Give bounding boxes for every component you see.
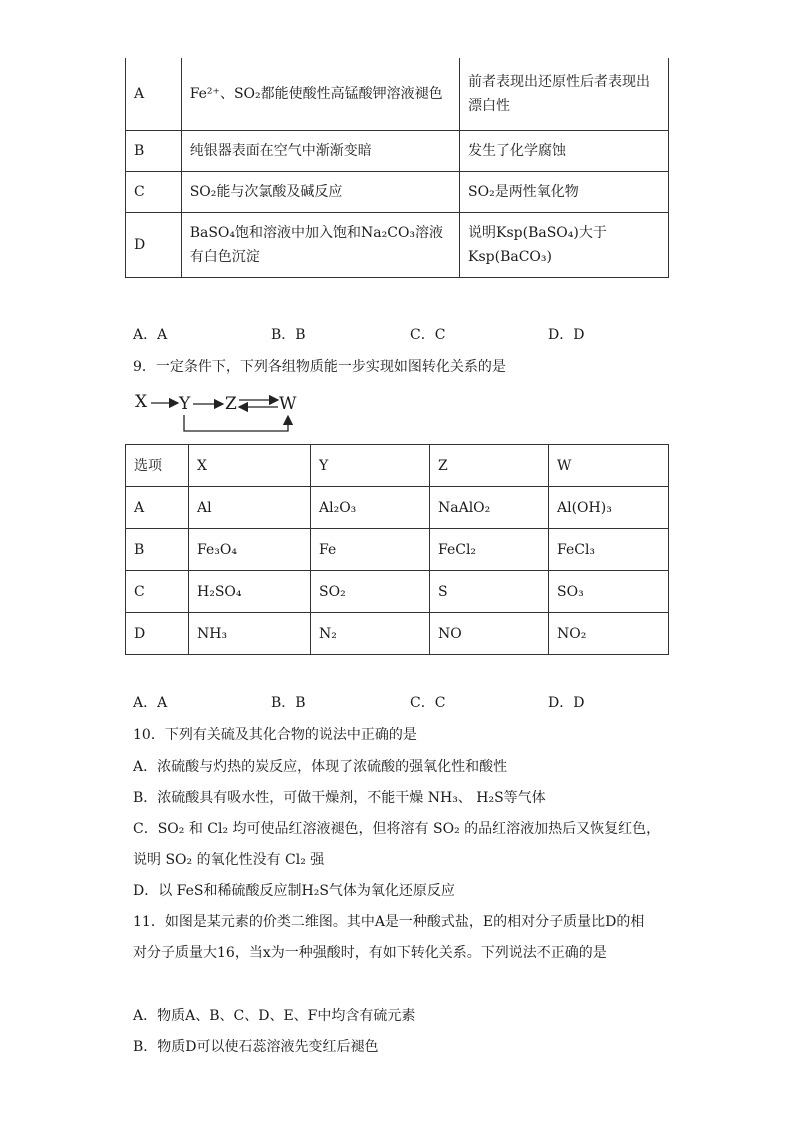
q10-option-a[interactable]: A．浓硫酸与灼热的炭反应，体现了浓硫酸的强氧化性和酸性 (133, 759, 508, 775)
row-statement: SO₂能与次氯酸及碱反应 (181, 172, 459, 213)
node-y: Y (179, 394, 191, 414)
table-row (126, 131, 669, 172)
q8-options (133, 324, 693, 348)
header-cell: Y (311, 445, 430, 487)
row-label: A (126, 58, 182, 131)
table-row (126, 172, 669, 213)
row-label: D (126, 213, 182, 278)
table-cell: NH₃ (189, 613, 311, 655)
table-row (126, 213, 669, 278)
row-explanation: SO₂是两性氧化物 (460, 172, 669, 213)
option-a[interactable]: A．A (133, 695, 168, 711)
table-row (126, 487, 669, 529)
q10-option-c-cont: 说明 SO₂ 的氧化性没有 Cl₂ 强 (133, 852, 325, 868)
option-b[interactable]: B．B (271, 695, 306, 711)
option-d[interactable]: D．D (548, 327, 585, 343)
row-statement: BaSO₄饱和溶液中加入饱和Na₂CO₃溶液有白色沉淀 (181, 213, 459, 278)
table-cell: NO (430, 613, 549, 655)
q10-stem: 10．下列有关硫及其化合物的说法中正确的是 (133, 727, 417, 743)
table-cell: C (126, 571, 189, 613)
row-statement: 纯银器表面在空气中渐渐变暗 (181, 131, 459, 172)
option-c[interactable]: C．C (410, 327, 446, 343)
table-cell: Al(OH)₃ (549, 487, 669, 529)
q8-table (125, 58, 669, 278)
q11-stem-line1: 11．如图是某元素的价类二维图。其中A是一种酸式盐，E的相对分子质量比D的相 (133, 914, 645, 930)
q11-stem-line2: 对分子质量大16，当x为一种强酸时，有如下转化关系。下列说法不正确的是 (133, 945, 607, 961)
q10-option-b[interactable]: B．浓硫酸具有吸水性，可做干燥剂，不能干燥 NH₃、 H₂S等气体 (133, 790, 546, 806)
row-explanation: 前者表现出还原性后者表现出漂白性 (460, 58, 669, 131)
conversion-diagram (133, 388, 303, 438)
option-a[interactable]: A．A (133, 327, 168, 343)
diagram-arrows (133, 388, 303, 438)
q11-option-b[interactable]: B．物质D可以使石蕊溶液先变红后褪色 (133, 1039, 379, 1055)
table-cell: Fe (311, 529, 430, 571)
table-cell: D (126, 613, 189, 655)
node-w: W (279, 394, 297, 414)
table-cell: SO₂ (311, 571, 430, 613)
row-label: C (126, 172, 182, 213)
node-x: X (135, 392, 148, 412)
table-header (126, 445, 669, 487)
table-cell: A (126, 487, 189, 529)
q10-option-c[interactable]: C．SO₂ 和 Cl₂ 均可使品红溶液褪色，但将溶有 SO₂ 的品红溶液加热后又恢复红色， (133, 821, 661, 837)
table-cell: FeCl₂ (430, 529, 549, 571)
header-cell: Z (430, 445, 549, 487)
option-c[interactable]: C．C (410, 695, 446, 711)
row-explanation: 发生了化学腐蚀 (460, 131, 669, 172)
row-label: B (126, 131, 182, 172)
table-row (126, 613, 669, 655)
table-cell: S (430, 571, 549, 613)
table-cell: B (126, 529, 189, 571)
header-cell: 选项 (126, 445, 189, 487)
table-cell: Fe₃O₄ (189, 529, 311, 571)
table-row (126, 58, 669, 131)
table-cell: N₂ (311, 613, 430, 655)
table-cell: H₂SO₄ (189, 571, 311, 613)
table-cell: SO₃ (549, 571, 669, 613)
table-cell: NaAlO₂ (430, 487, 549, 529)
option-b[interactable]: B．B (271, 327, 306, 343)
q9-table (125, 444, 669, 655)
node-z: Z (225, 394, 237, 414)
q9-options (133, 692, 693, 716)
q11-option-a[interactable]: A．物质A、B、C、D、E、F中均含有硫元素 (133, 1008, 416, 1024)
table-cell: Al₂O₃ (311, 487, 430, 529)
header-cell: X (189, 445, 311, 487)
table-cell: NO₂ (549, 613, 669, 655)
row-statement: Fe²⁺、SO₂都能使酸性高锰酸钾溶液褪色 (181, 58, 459, 131)
header-cell: W (549, 445, 669, 487)
table-cell: Al (189, 487, 311, 529)
option-d[interactable]: D．D (548, 695, 585, 711)
table-row (126, 529, 669, 571)
row-explanation: 说明Ksp(BaSO₄)大于Ksp(BaCO₃) (460, 213, 669, 278)
table-row (126, 571, 669, 613)
q10-option-d[interactable]: D．以 FeS和稀硫酸反应制H₂S气体为氧化还原反应 (133, 883, 455, 899)
table-cell: FeCl₃ (549, 529, 669, 571)
q9-stem: 9．一定条件下，下列各组物质能一步实现如图转化关系的是 (133, 359, 506, 375)
